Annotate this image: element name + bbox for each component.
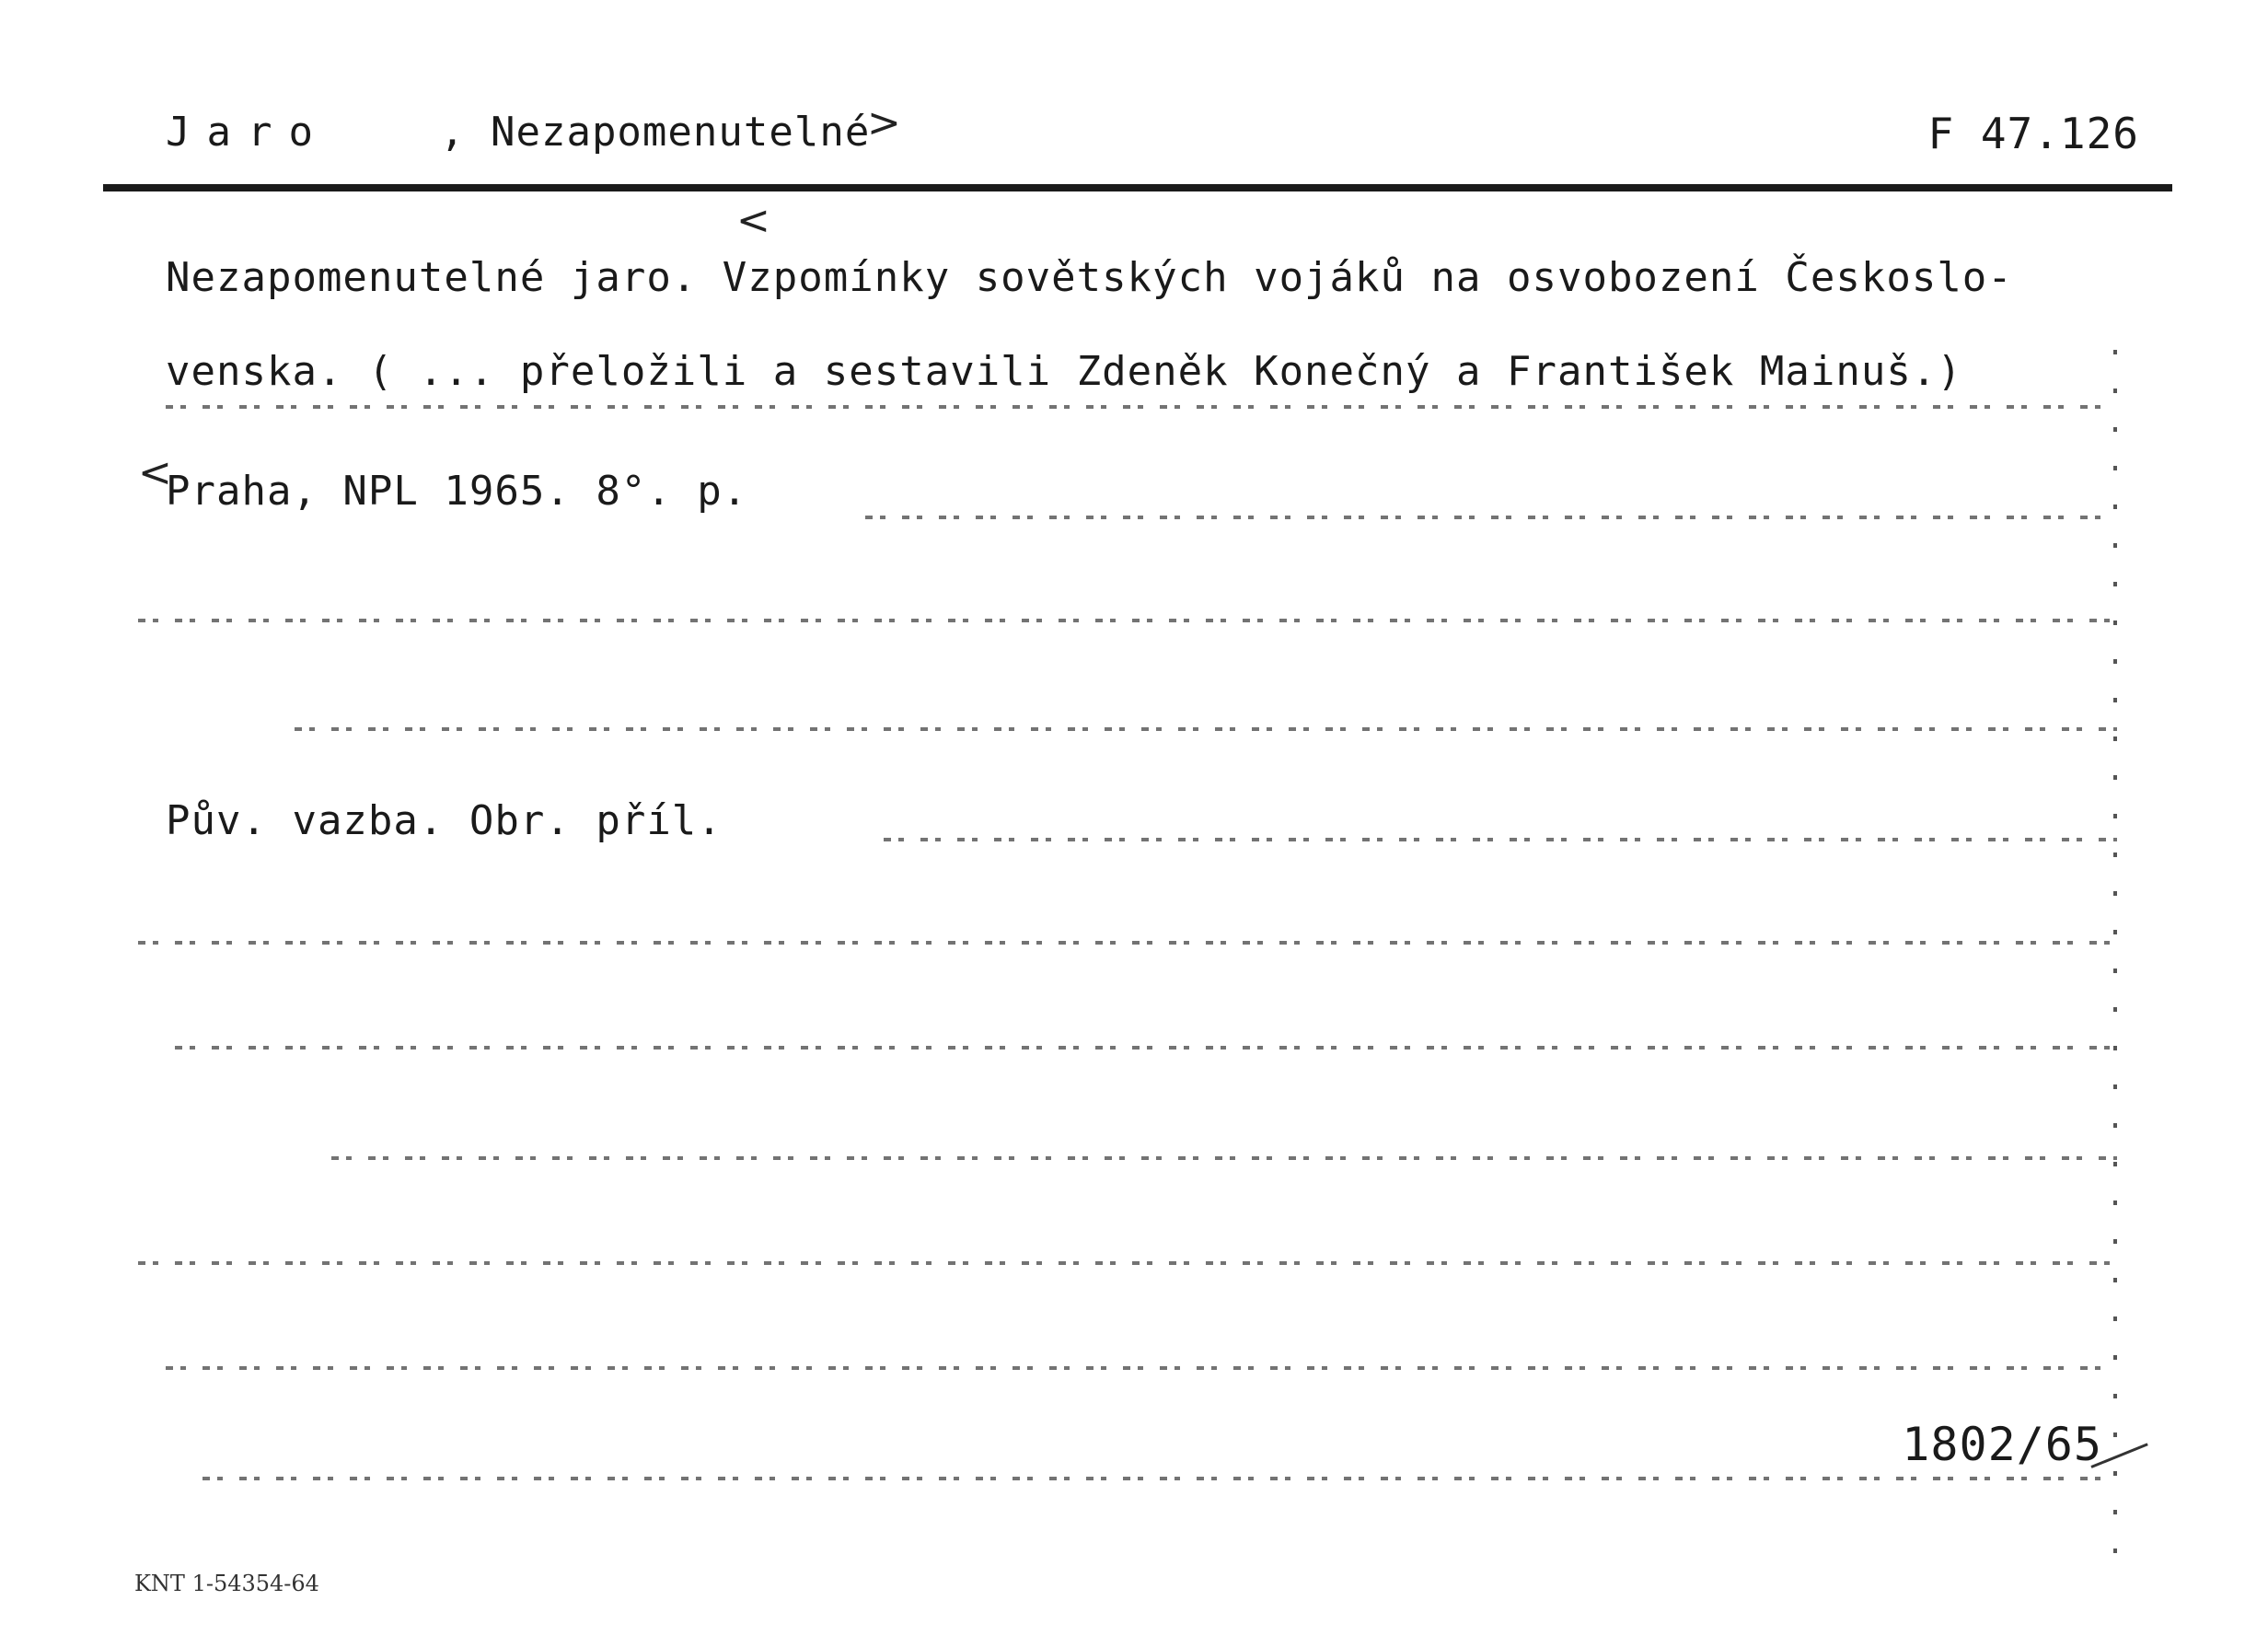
- dotted-line: [331, 1156, 2117, 1160]
- dotted-line: [166, 1366, 2117, 1370]
- accession-number: 1802/65: [1902, 1418, 2102, 1471]
- dotted-line: [865, 516, 2117, 519]
- handwritten-angle-mark: <: [138, 449, 172, 496]
- entry-line-responsibility: venska. ( ... přeložili a sestavili Zdeněk Konečný a František Mainuš.): [166, 348, 1962, 395]
- call-number: F 47.126: [1927, 109, 2139, 158]
- dotted-line: [138, 1261, 2117, 1265]
- right-margin-dots: [2113, 350, 2117, 1583]
- dotted-line: [138, 941, 2117, 945]
- printer-mark: KNT 1-54354-64: [134, 1571, 319, 1596]
- dotted-line: [884, 838, 2117, 841]
- dotted-line: [138, 619, 2117, 622]
- handwritten-angle-mark: <: [736, 197, 770, 244]
- heading-rule: [103, 184, 2172, 191]
- dotted-line: [166, 405, 2117, 409]
- entry-line-notes: Pův. vazba. Obr. příl.: [166, 797, 723, 844]
- handwritten-angle-mark: >: [867, 99, 901, 146]
- entry-line-imprint: Praha, NPL 1965. 8°. p.: [166, 468, 748, 515]
- heading-author-word: Jaro: [166, 109, 330, 156]
- dotted-line: [202, 1477, 2117, 1480]
- entry-line-title: Nezapomenutelné jaro. Vzpomínky sovětských vojáků na osvobození Českoslo-: [166, 254, 2013, 301]
- heading-title-word: , Nezapomenutelné: [440, 109, 871, 156]
- dotted-line: [295, 727, 2117, 731]
- dotted-line: [175, 1046, 2117, 1050]
